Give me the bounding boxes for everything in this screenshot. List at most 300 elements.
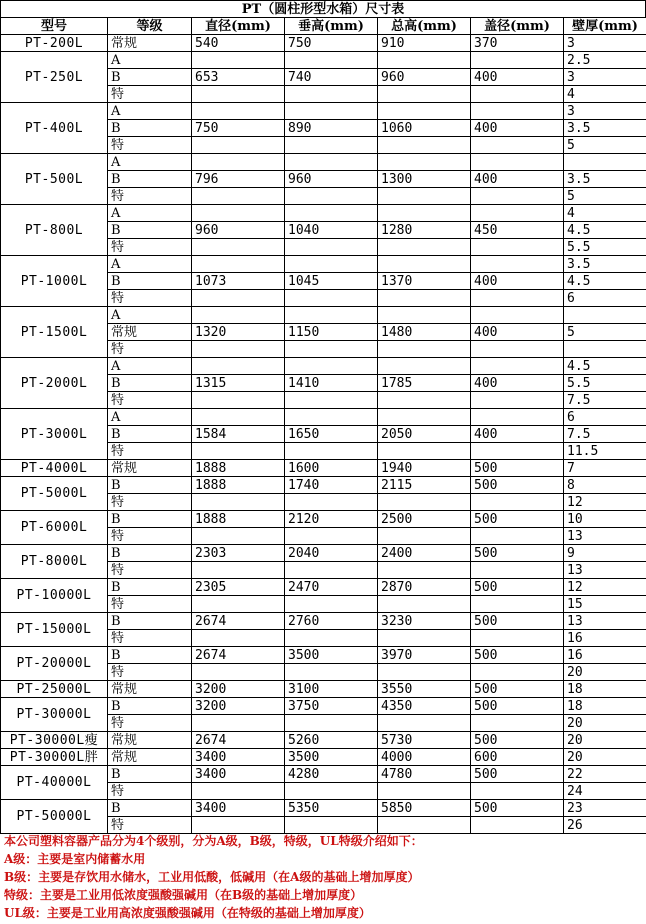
wall-thickness-cell: 11.5 — [564, 443, 646, 460]
total-cell — [378, 596, 471, 613]
wall-thickness-cell: 5 — [564, 324, 646, 341]
model-cell: PT-250L — [1, 52, 108, 103]
lid-cell — [471, 817, 564, 834]
wall-thickness-cell: 6 — [564, 290, 646, 307]
vertical-cell: 1650 — [285, 426, 378, 443]
grade-cell: A — [108, 205, 192, 222]
table-row — [1, 800, 646, 817]
table-row — [1, 409, 646, 426]
vertical-cell: 4280 — [285, 766, 378, 783]
diameter-cell — [192, 358, 285, 375]
total-cell: 1480 — [378, 324, 471, 341]
model-cell: PT-3000L — [1, 409, 108, 460]
wall-thickness-cell: 10 — [564, 511, 646, 528]
lid-cell — [471, 154, 564, 171]
total-cell: 5730 — [378, 732, 471, 749]
total-cell — [378, 630, 471, 647]
grade-cell: B — [108, 766, 192, 783]
vertical-cell — [285, 528, 378, 545]
model-cell: PT-1000L — [1, 256, 108, 307]
grade-cell: 特 — [108, 783, 192, 800]
lid-cell: 370 — [471, 35, 564, 52]
model-cell: PT-800L — [1, 205, 108, 256]
table-row — [1, 35, 646, 52]
vertical-cell: 2470 — [285, 579, 378, 596]
wall-thickness-cell: 4 — [564, 86, 646, 103]
vertical-cell: 5260 — [285, 732, 378, 749]
wall-thickness-cell — [564, 154, 646, 171]
total-cell — [378, 443, 471, 460]
vertical-cell: 960 — [285, 171, 378, 188]
wall-thickness-cell: 4.5 — [564, 222, 646, 239]
diameter-cell: 1888 — [192, 460, 285, 477]
grade-cell: B — [108, 273, 192, 290]
diameter-cell: 2674 — [192, 647, 285, 664]
lid-cell — [471, 256, 564, 273]
lid-cell: 500 — [471, 545, 564, 562]
grade-cell: A — [108, 256, 192, 273]
lid-cell: 500 — [471, 732, 564, 749]
grade-cell: 特 — [108, 528, 192, 545]
vertical-cell — [285, 494, 378, 511]
lid-cell — [471, 239, 564, 256]
vertical-cell — [285, 239, 378, 256]
diameter-cell — [192, 137, 285, 154]
wall-thickness-cell: 26 — [564, 817, 646, 834]
total-cell — [378, 664, 471, 681]
vertical-cell — [285, 596, 378, 613]
diameter-cell — [192, 409, 285, 426]
header-vertical-height: 垂高(mm) — [285, 18, 378, 35]
wall-thickness-cell: 5 — [564, 137, 646, 154]
note-line: A级：主要是室内储蓄水用 — [4, 852, 146, 866]
total-cell: 3970 — [378, 647, 471, 664]
total-cell: 4350 — [378, 698, 471, 715]
model-cell: PT-500L — [1, 154, 108, 205]
table-row — [1, 511, 646, 528]
grade-cell: 特 — [108, 137, 192, 154]
table-row — [1, 613, 646, 630]
table-row — [1, 52, 646, 69]
wall-thickness-cell: 5 — [564, 188, 646, 205]
model-cell: PT-30000L胖 — [1, 749, 108, 766]
grade-cell: 常规 — [108, 35, 192, 52]
table-row — [1, 460, 646, 477]
model-cell: PT-20000L — [1, 647, 108, 681]
wall-thickness-cell: 22 — [564, 766, 646, 783]
diameter-cell — [192, 664, 285, 681]
lid-cell — [471, 188, 564, 205]
table-row — [1, 358, 646, 375]
diameter-cell — [192, 341, 285, 358]
total-cell: 4000 — [378, 749, 471, 766]
note-line: UL级：主要是工业用高浓度强酸强碱用（在特级的基础上增加厚度） — [4, 906, 371, 920]
grade-cell: 特 — [108, 188, 192, 205]
notes-section — [0, 832, 646, 922]
diameter-cell: 653 — [192, 69, 285, 86]
grade-cell: B — [108, 579, 192, 596]
header-lid-diameter: 盖径(mm) — [471, 18, 564, 35]
lid-cell: 500 — [471, 613, 564, 630]
grade-cell: 特 — [108, 443, 192, 460]
grade-cell: 特 — [108, 715, 192, 732]
table-title: PT（圆柱形型水箱）尺寸表 — [0, 0, 646, 18]
diameter-cell: 1320 — [192, 324, 285, 341]
total-cell: 2870 — [378, 579, 471, 596]
diameter-cell: 3400 — [192, 766, 285, 783]
lid-cell — [471, 392, 564, 409]
diameter-cell — [192, 443, 285, 460]
diameter-cell: 540 — [192, 35, 285, 52]
vertical-cell — [285, 817, 378, 834]
model-cell: PT-5000L — [1, 477, 108, 511]
diameter-cell — [192, 188, 285, 205]
wall-thickness-cell: 15 — [564, 596, 646, 613]
total-cell — [378, 817, 471, 834]
table-row — [1, 477, 646, 494]
model-cell: PT-1500L — [1, 307, 108, 358]
wall-thickness-cell: 3.5 — [564, 120, 646, 137]
vertical-cell: 5350 — [285, 800, 378, 817]
lid-cell: 400 — [471, 273, 564, 290]
total-cell: 1785 — [378, 375, 471, 392]
model-cell: PT-2000L — [1, 358, 108, 409]
lid-cell — [471, 205, 564, 222]
wall-thickness-cell: 6 — [564, 409, 646, 426]
wall-thickness-cell: 5.5 — [564, 239, 646, 256]
wall-thickness-cell: 24 — [564, 783, 646, 800]
model-cell: PT-200L — [1, 35, 108, 52]
note-line: 特级：主要是工业用低浓度强酸强碱用（在B级的基础上增加厚度） — [4, 888, 363, 902]
lid-cell — [471, 596, 564, 613]
total-cell — [378, 715, 471, 732]
vertical-cell: 2040 — [285, 545, 378, 562]
vertical-cell — [285, 86, 378, 103]
model-cell: PT-40000L — [1, 766, 108, 800]
diameter-cell — [192, 783, 285, 800]
grade-cell: B — [108, 477, 192, 494]
vertical-cell: 1045 — [285, 273, 378, 290]
grade-cell: A — [108, 307, 192, 324]
vertical-cell — [285, 783, 378, 800]
diameter-cell — [192, 154, 285, 171]
total-cell: 5850 — [378, 800, 471, 817]
wall-thickness-cell: 7 — [564, 460, 646, 477]
total-cell: 2050 — [378, 426, 471, 443]
grade-cell: B — [108, 375, 192, 392]
grade-cell: B — [108, 120, 192, 137]
vertical-cell: 1150 — [285, 324, 378, 341]
lid-cell: 500 — [471, 579, 564, 596]
grade-cell: B — [108, 613, 192, 630]
wall-thickness-cell: 2.5 — [564, 52, 646, 69]
diameter-cell: 3400 — [192, 749, 285, 766]
spec-table — [0, 17, 646, 834]
diameter-cell: 2303 — [192, 545, 285, 562]
wall-thickness-cell: 18 — [564, 698, 646, 715]
header-diameter: 直径(mm) — [192, 18, 285, 35]
wall-thickness-cell: 8 — [564, 477, 646, 494]
diameter-cell — [192, 103, 285, 120]
table-row — [1, 154, 646, 171]
grade-cell: 常规 — [108, 749, 192, 766]
diameter-cell — [192, 596, 285, 613]
model-cell: PT-6000L — [1, 511, 108, 545]
grade-cell: 常规 — [108, 324, 192, 341]
lid-cell: 400 — [471, 375, 564, 392]
wall-thickness-cell: 16 — [564, 630, 646, 647]
lid-cell: 400 — [471, 171, 564, 188]
total-cell — [378, 137, 471, 154]
wall-thickness-cell: 4.5 — [564, 273, 646, 290]
lid-cell: 400 — [471, 426, 564, 443]
total-cell: 1300 — [378, 171, 471, 188]
total-cell: 1060 — [378, 120, 471, 137]
wall-thickness-cell: 7.5 — [564, 426, 646, 443]
vertical-cell — [285, 630, 378, 647]
total-cell — [378, 307, 471, 324]
vertical-cell — [285, 664, 378, 681]
total-cell — [378, 392, 471, 409]
total-cell: 1940 — [378, 460, 471, 477]
total-cell — [378, 239, 471, 256]
wall-thickness-cell: 5.5 — [564, 375, 646, 392]
wall-thickness-cell: 3.5 — [564, 171, 646, 188]
diameter-cell: 2305 — [192, 579, 285, 596]
grade-cell: 特 — [108, 494, 192, 511]
total-cell — [378, 86, 471, 103]
diameter-cell — [192, 256, 285, 273]
vertical-cell — [285, 392, 378, 409]
vertical-cell — [285, 137, 378, 154]
diameter-cell: 3200 — [192, 681, 285, 698]
lid-cell — [471, 358, 564, 375]
grade-cell: B — [108, 545, 192, 562]
diameter-cell: 2674 — [192, 732, 285, 749]
diameter-cell: 960 — [192, 222, 285, 239]
lid-cell: 500 — [471, 766, 564, 783]
total-cell: 2115 — [378, 477, 471, 494]
grade-cell: 特 — [108, 664, 192, 681]
table-row — [1, 256, 646, 273]
lid-cell: 400 — [471, 120, 564, 137]
grade-cell: 特 — [108, 630, 192, 647]
lid-cell — [471, 137, 564, 154]
grade-cell: B — [108, 511, 192, 528]
total-cell — [378, 188, 471, 205]
grade-cell: B — [108, 426, 192, 443]
grade-cell: A — [108, 358, 192, 375]
grade-cell: 特 — [108, 341, 192, 358]
lid-cell — [471, 494, 564, 511]
model-cell: PT-25000L — [1, 681, 108, 698]
grade-cell: 特 — [108, 596, 192, 613]
total-cell — [378, 562, 471, 579]
vertical-cell — [285, 562, 378, 579]
lid-cell: 500 — [471, 681, 564, 698]
vertical-cell — [285, 358, 378, 375]
total-cell — [378, 341, 471, 358]
vertical-cell: 2760 — [285, 613, 378, 630]
diameter-cell — [192, 392, 285, 409]
lid-cell — [471, 290, 564, 307]
grade-cell: 特 — [108, 239, 192, 256]
diameter-cell: 2674 — [192, 613, 285, 630]
grade-cell: B — [108, 171, 192, 188]
grade-cell: A — [108, 154, 192, 171]
wall-thickness-cell: 13 — [564, 613, 646, 630]
diameter-cell — [192, 239, 285, 256]
grade-cell: B — [108, 647, 192, 664]
lid-cell — [471, 715, 564, 732]
grade-cell: 常规 — [108, 732, 192, 749]
total-cell — [378, 256, 471, 273]
model-cell: PT-4000L — [1, 460, 108, 477]
diameter-cell: 3400 — [192, 800, 285, 817]
wall-thickness-cell: 3.5 — [564, 256, 646, 273]
grade-cell: B — [108, 69, 192, 86]
table-row — [1, 545, 646, 562]
model-cell: PT-50000L — [1, 800, 108, 834]
grade-cell: 特 — [108, 86, 192, 103]
wall-thickness-cell: 13 — [564, 562, 646, 579]
diameter-cell — [192, 528, 285, 545]
diameter-cell: 3200 — [192, 698, 285, 715]
wall-thickness-cell: 9 — [564, 545, 646, 562]
lid-cell — [471, 443, 564, 460]
vertical-cell: 1040 — [285, 222, 378, 239]
header-total-height: 总高(mm) — [378, 18, 471, 35]
diameter-cell — [192, 52, 285, 69]
note-line: 本公司塑料容器产品分为4个级别，分为A级，B级，特级，UL特级介绍如下： — [4, 834, 423, 848]
wall-thickness-cell: 23 — [564, 800, 646, 817]
vertical-cell: 3750 — [285, 698, 378, 715]
table-row — [1, 681, 646, 698]
diameter-cell — [192, 290, 285, 307]
lid-cell: 500 — [471, 800, 564, 817]
lid-cell — [471, 630, 564, 647]
table-row — [1, 732, 646, 749]
diameter-cell — [192, 494, 285, 511]
model-cell: PT-10000L — [1, 579, 108, 613]
wall-thickness-cell: 18 — [564, 681, 646, 698]
lid-cell: 500 — [471, 698, 564, 715]
note-line: B级：主要是存饮用水储水，工业用低酸，低碱用（在A级的基础上增加厚度） — [4, 870, 420, 884]
diameter-cell: 750 — [192, 120, 285, 137]
diameter-cell: 1888 — [192, 511, 285, 528]
table-row — [1, 698, 646, 715]
vertical-cell: 740 — [285, 69, 378, 86]
lid-cell — [471, 341, 564, 358]
total-cell — [378, 409, 471, 426]
vertical-cell — [285, 715, 378, 732]
lid-cell: 500 — [471, 477, 564, 494]
total-cell — [378, 358, 471, 375]
total-cell: 910 — [378, 35, 471, 52]
table-row — [1, 579, 646, 596]
table-row — [1, 103, 646, 120]
lid-cell: 400 — [471, 324, 564, 341]
vertical-cell — [285, 188, 378, 205]
grade-cell: B — [108, 222, 192, 239]
total-cell: 3230 — [378, 613, 471, 630]
total-cell: 1280 — [378, 222, 471, 239]
total-cell: 3550 — [378, 681, 471, 698]
diameter-cell: 1584 — [192, 426, 285, 443]
vertical-cell: 3500 — [285, 647, 378, 664]
lid-cell — [471, 103, 564, 120]
wall-thickness-cell: 3 — [564, 103, 646, 120]
wall-thickness-cell: 3 — [564, 69, 646, 86]
grade-cell: B — [108, 800, 192, 817]
diameter-cell — [192, 307, 285, 324]
lid-cell: 450 — [471, 222, 564, 239]
vertical-cell: 1410 — [285, 375, 378, 392]
diameter-cell: 796 — [192, 171, 285, 188]
vertical-cell — [285, 256, 378, 273]
diameter-cell — [192, 205, 285, 222]
lid-cell: 500 — [471, 647, 564, 664]
lid-cell: 400 — [471, 69, 564, 86]
diameter-cell — [192, 562, 285, 579]
diameter-cell: 1073 — [192, 273, 285, 290]
total-cell: 960 — [378, 69, 471, 86]
wall-thickness-cell: 12 — [564, 494, 646, 511]
vertical-cell — [285, 290, 378, 307]
grade-cell: 常规 — [108, 681, 192, 698]
vertical-cell — [285, 307, 378, 324]
vertical-cell: 2120 — [285, 511, 378, 528]
total-cell: 2500 — [378, 511, 471, 528]
total-cell: 2400 — [378, 545, 471, 562]
lid-cell — [471, 783, 564, 800]
vertical-cell — [285, 443, 378, 460]
wall-thickness-cell: 16 — [564, 647, 646, 664]
vertical-cell: 3500 — [285, 749, 378, 766]
wall-thickness-cell — [564, 341, 646, 358]
vertical-cell: 1600 — [285, 460, 378, 477]
vertical-cell — [285, 205, 378, 222]
total-cell — [378, 154, 471, 171]
table-row — [1, 766, 646, 783]
table-row — [1, 647, 646, 664]
wall-thickness-cell: 4 — [564, 205, 646, 222]
wall-thickness-cell: 7.5 — [564, 392, 646, 409]
model-cell: PT-30000L — [1, 698, 108, 732]
wall-thickness-cell: 13 — [564, 528, 646, 545]
vertical-cell: 750 — [285, 35, 378, 52]
grade-cell: 常规 — [108, 460, 192, 477]
vertical-cell — [285, 341, 378, 358]
total-cell — [378, 52, 471, 69]
vertical-cell: 3100 — [285, 681, 378, 698]
lid-cell — [471, 86, 564, 103]
total-cell — [378, 290, 471, 307]
header-model: 型号 — [1, 18, 108, 35]
model-cell: PT-30000L瘦 — [1, 732, 108, 749]
vertical-cell — [285, 52, 378, 69]
diameter-cell — [192, 86, 285, 103]
total-cell — [378, 494, 471, 511]
wall-thickness-cell: 20 — [564, 749, 646, 766]
lid-cell — [471, 528, 564, 545]
grade-cell: A — [108, 103, 192, 120]
wall-thickness-cell: 4.5 — [564, 358, 646, 375]
total-cell — [378, 103, 471, 120]
vertical-cell — [285, 409, 378, 426]
total-cell — [378, 783, 471, 800]
header-wall-thickness: 壁厚(mm) — [564, 18, 646, 35]
